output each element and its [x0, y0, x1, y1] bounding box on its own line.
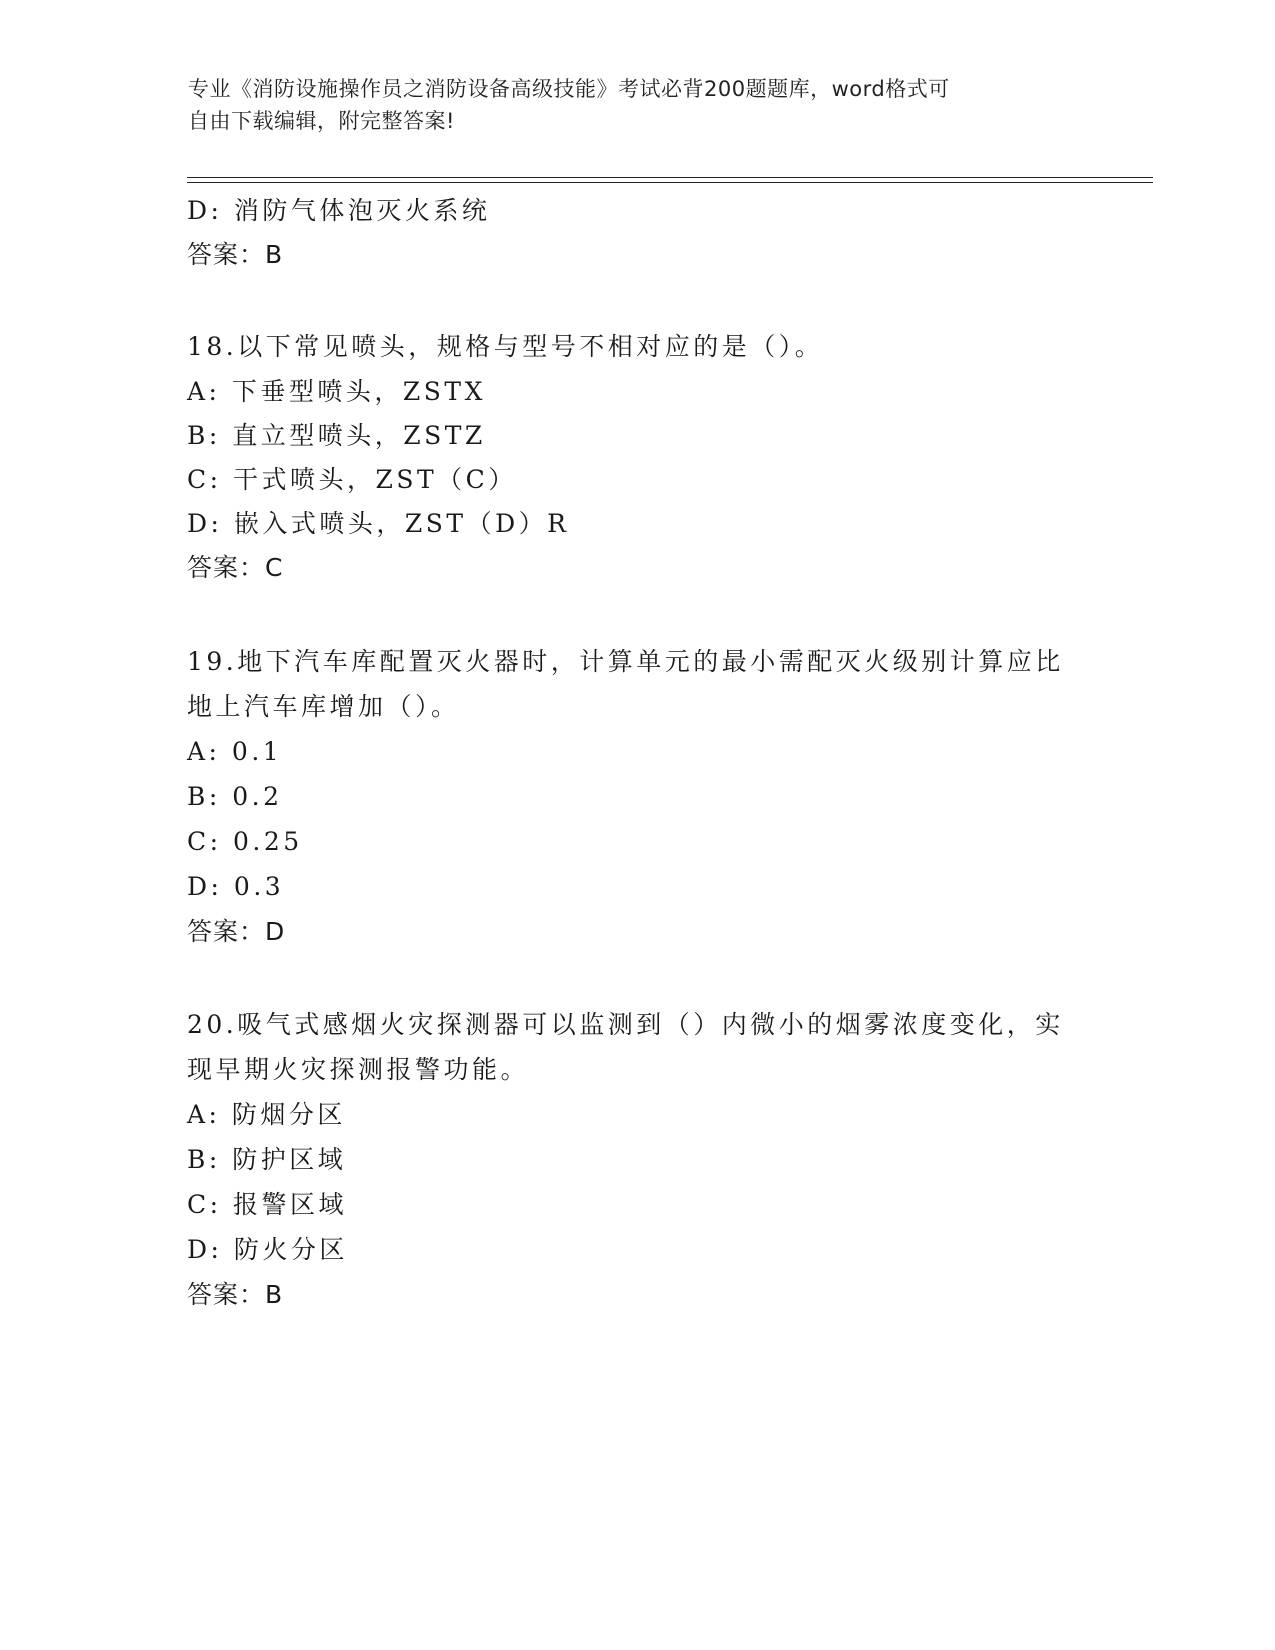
q18-option-b: B: 直立型喷头，ZSTZ	[187, 421, 486, 450]
q19-stem-line-1: 19.地下汽车库配置灭火器时，计算单元的最小需配灭火级别计算应比	[187, 647, 1064, 676]
q20-option-a: A: 防烟分区	[187, 1100, 346, 1129]
q18-option-d: D: 嵌入式喷头，ZST（D）R	[187, 509, 570, 538]
q20-stem-line-1: 20.吸气式感烟火灾探测器可以监测到（）内微小的烟雾浓度变化，实	[187, 1010, 1064, 1039]
q18-option-c: C: 干式喷头，ZST（C）	[187, 465, 517, 494]
q18-answer: 答案：C	[187, 553, 284, 582]
q20-option-d: D: 防火分区	[187, 1235, 348, 1264]
q20-option-c: C: 报警区域	[187, 1190, 347, 1219]
header-line-2: 自由下载编辑，附完整答案!	[188, 109, 455, 133]
q19-option-a: A: 0.1	[187, 737, 283, 766]
header-line-1: 专业《消防设施操作员之消防设备高级技能》考试必背200题题库，word格式可	[188, 77, 950, 101]
q19-answer: 答案：D	[187, 917, 286, 946]
q19-option-c: C: 0.25	[187, 827, 303, 856]
q19-option-d: D: 0.3	[187, 872, 285, 901]
q18-option-a: A: 下垂型喷头，ZSTX	[187, 377, 486, 406]
header-rule-bottom	[187, 182, 1153, 183]
header-rule-top	[187, 177, 1153, 178]
q20-stem-line-2: 现早期火灾探测报警功能。	[187, 1055, 530, 1084]
q20-option-b: B: 防护区域	[187, 1145, 347, 1174]
prev-answer: 答案：B	[187, 240, 284, 269]
q20-answer: 答案：B	[187, 1280, 284, 1309]
q19-option-b: B: 0.2	[187, 782, 283, 811]
prev-option-d: D: 消防气体泡灭火系统	[187, 196, 491, 225]
q19-stem-line-2: 地上汽车库增加（）。	[187, 692, 460, 721]
q18-stem: 18.以下常见喷头，规格与型号不相对应的是（）。	[187, 332, 824, 361]
document-header	[188, 73, 1068, 137]
